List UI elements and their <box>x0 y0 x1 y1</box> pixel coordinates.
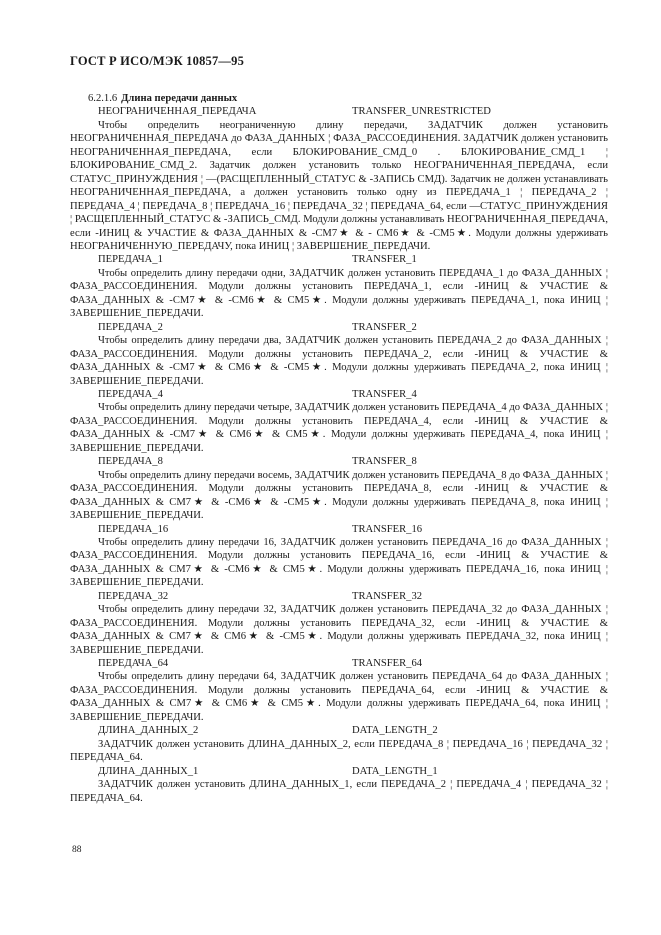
term-description: ЗАДАТЧИК должен установить ДЛИНА_ДАННЫХ_2, если ПЕРЕДАЧА_8 ¦ ПЕРЕДАЧА_16 ¦ ПЕРЕДАЧА_32 ¦ ПЕРЕДАЧА_64. <box>70 738 608 764</box>
term-en: TRANSFER_32 <box>352 590 423 602</box>
term-en: TRANSFER_UNRESTRICTED <box>352 106 491 118</box>
page-number: 88 <box>72 845 82 855</box>
term-ru: ПЕРЕДАЧА_64 <box>98 658 169 670</box>
definition-block <box>70 105 608 253</box>
term-ru: ПЕРЕДАЧА_1 <box>98 254 163 266</box>
term-ru: ДЛИНА_ДАННЫХ_2 <box>98 725 199 737</box>
term-en: TRANSFER_2 <box>352 321 417 333</box>
definition-block <box>70 657 608 724</box>
term-pair <box>70 724 608 737</box>
document-body <box>70 92 608 805</box>
term-description: Чтобы определить длину передачи 32, ЗАДАТЧИК должен установить ПЕРЕДАЧА_32 до ФАЗА_ДАННЫХ ¦ ФАЗА_РАССОЕДИНЕНИЯ. Модули должны установить ПЕРЕДАЧА_32, если -ИНИЦ & УЧАСТИЕ & ФАЗА_ДАННЫХ & СМ7★ & СМ6★ & -СМ5★. Модули должны удерживать ПЕРЕДАЧА_32, пока ИНИЦ ¦ ЗАВЕРШЕНИЕ_ПЕРЕДАЧИ. <box>70 604 608 656</box>
term-description: Чтобы определить длину передачи одни, ЗАДАТЧИК должен установить ПЕРЕДАЧА_1 до ФАЗА_ДАННЫХ ¦ ФАЗА_РАССОЕДИНЕНИЯ. Модули должны установить ПЕРЕДАЧА_1, если -ИНИЦ & УЧАСТИЕ & ФАЗА_ДАННЫХ & -СМ7★ & -СМ6★ & СМ5★. Модули должны удерживать ПЕРЕДАЧА_1, пока ИНИЦ ¦ ЗАВЕРШЕНИЕ_ПЕРЕДАЧИ. <box>70 267 608 320</box>
term-ru: ПЕРЕДАЧА_8 <box>98 456 163 468</box>
term-pair <box>70 590 608 603</box>
definition-block <box>70 765 608 805</box>
term-ru: ПЕРЕДАЧА_16 <box>98 523 169 535</box>
term-pair <box>70 321 608 334</box>
term-ru: ПЕРЕДАЧА_2 <box>98 321 163 333</box>
term-description: Чтобы определить длину передачи два, ЗАДАТЧИК должен установить ПЕРЕДАЧА_2 до ФАЗА_ДАННЫХ ¦ ФАЗА_РАССОЕДИНЕНИЯ. Модули должны установить ПЕРЕДАЧА_2, если -ИНИЦ & УЧАСТИЕ & ФАЗА_ДАННЫХ & -СМ7★ & СМ6★ & -СМ5★. Модули должны удерживать ПЕРЕДАЧА_2, пока ИНИЦ ¦ ЗАВЕРШЕНИЕ_ПЕРЕДАЧИ. <box>70 335 608 387</box>
term-description: Чтобы определить длину передачи 64, ЗАДАТЧИК должен установить ПЕРЕДАЧА_64 до ФАЗА_ДАННЫХ ¦ ФАЗА_РАССОЕДИНЕНИЯ. Модули должны установить ПЕРЕДАЧА_64, если -ИНИЦ & УЧАСТИЕ & ФАЗА_ДАННЫХ & СМ7★ & СМ6★ & СМ5★. Модули должны удерживать ПЕРЕДАЧА_64, пока ИНИЦ ¦ ЗАВЕРШЕНИЕ_ПЕРЕДАЧИ. <box>70 671 608 723</box>
term-en: DATA_LENGTH_2 <box>352 725 438 737</box>
definition-block <box>70 523 608 590</box>
term-pair <box>70 523 608 536</box>
term-pair <box>70 657 608 670</box>
section-title: Длина передачи данных <box>121 93 238 104</box>
term-description: Чтобы определить длину передачи восемь, ЗАДАТЧИК должен установить ПЕРЕДАЧА_8 до ФАЗА_ДАННЫХ ¦ ФАЗА_РАССОЕДИНЕНИЯ. Модули должны установить ПЕРЕДАЧА_8, если -ИНИЦ & УЧАСТИЕ & ФАЗА_ДАННЫХ & СМ7★ & -СМ6★ & -СМ5★. Модули должны удерживать ПЕРЕДАЧА_8, пока ИНИЦ ¦ ЗАВЕРШЕНИЕ_ПЕРЕДАЧИ. <box>70 469 608 522</box>
definition-block <box>70 321 608 388</box>
term-description: Чтобы определить длину передачи 16, ЗАДАТЧИК должен установить ПЕРЕДАЧА_16 до ФАЗА_ДАННЫХ ¦ ФАЗА_РАССОЕДИНЕНИЯ. Модули должны установить ПЕРЕДАЧА_16, если -ИНИЦ & УЧАСТИЕ & ФАЗА_ДАННЫХ & СМ7★ & -СМ6★ & СМ5★. Модули должны удерживать ПЕРЕДАЧА_16, пока ИНИЦ ¦ ЗАВЕРШЕНИЕ_ПЕРЕДАЧИ. <box>70 536 608 589</box>
definition-block <box>70 388 608 455</box>
term-ru: НЕОГРАНИЧЕННАЯ_ПЕРЕДАЧА <box>98 106 257 118</box>
term-en: TRANSFER_16 <box>352 523 423 535</box>
page-header-title: ГОСТ Р ИСО/МЭК 10857—95 <box>70 54 245 68</box>
term-ru: ДЛИНА_ДАННЫХ_1 <box>98 765 199 777</box>
definition-block <box>70 455 608 522</box>
term-description: Чтобы определить неограниченную длину передачи, ЗАДАТЧИК должен установить НЕОГРАНИЧЕННАЯ_ПЕРЕДАЧА до ФАЗА_ДАННЫХ ¦ ФАЗА_РАССОЕДИНЕНИЯ. ЗАДАТЧИК должен установить НЕОГРАНИЧЕННАЯ_ПЕРЕДАЧА, если БЛОКИРОВАНИЕ_СМД_0 . БЛОКИРОВАНИЕ_СМД_1 ¦ БЛОКИРОВАНИЕ_СМД_2. Задатчик должен установить только НЕОГРАНИЧЕННАЯ_ПЕРЕДАЧА, если СТАТУС_ПРИНУЖДЕНИЯ ¦ —(РАСЩЕПЛЕННЫЙ_СТАТУС & -ЗАПИСЬ СМД). Задатчик не должен устанавливать НЕОГРАНИЧЕННАЯ_ПЕРЕДАЧА, а должен установить только одну из ПЕРЕДАЧА_1 ¦ ПЕРЕДАЧА_2 ¦ ПЕРЕДАЧА_4 ¦ ПЕРЕДАЧА_8 ¦ ПЕРЕДАЧА_16 ¦ ПЕРЕДАЧА_32 ¦ ПЕРЕДАЧА_64, если —СТАТУС_ПРИНУЖДЕНИЯ ¦ РАСЩЕПЛЕННЫЙ_СТАТУС & -ЗАПИСЬ_СМД. Модули должны устанавливать НЕОГРАНИЧЕННАЯ_ПЕРЕДАЧА, если -ИНИЦ & УЧАСТИЕ & ФАЗА_ДАННЫХ & -СМ7★ & - СМ6★ & -СМ5★. Модули должны удерживать НЕОГРАНИЧЕННУЮ_ПЕРЕДАЧУ, пока ИНИЦ ¦ ЗАВЕРШЕНИЕ_ПЕРЕДАЧИ. <box>70 119 608 252</box>
term-en: TRANSFER_4 <box>352 388 417 400</box>
definition-block <box>70 253 608 320</box>
definition-block <box>70 590 608 657</box>
term-en: TRANSFER_64 <box>352 658 423 670</box>
term-pair <box>70 388 608 401</box>
term-description: ЗАДАТЧИК должен установить ДЛИНА_ДАННЫХ_1, если ПЕРЕДАЧА_2 ¦ ПЕРЕДАЧА_4 ¦ ПЕРЕДАЧА_32 ¦ ПЕРЕДАЧА_64. <box>70 779 608 804</box>
term-en: TRANSFER_8 <box>352 456 417 468</box>
section-number: 6.2.1.6 <box>88 93 118 104</box>
term-pair <box>70 765 608 778</box>
definition-block <box>70 724 608 764</box>
term-pair <box>70 105 608 118</box>
term-ru: ПЕРЕДАЧА_4 <box>98 388 163 400</box>
term-en: DATA_LENGTH_1 <box>352 765 438 777</box>
term-en: TRANSFER_1 <box>352 254 417 266</box>
term-pair <box>70 253 608 266</box>
section-heading <box>70 92 608 105</box>
term-pair <box>70 455 608 468</box>
term-description: Чтобы определить длину передачи четыре, ЗАДАТЧИК должен установить ПЕРЕДАЧА_4 до ФАЗА_ДАННЫХ ¦ ФАЗА_РАССОЕДИНЕНИЯ. Модули должны установить ПЕРЕДАЧА_4, если -ИНИЦ & УЧАСТИЕ & ФАЗА_ДАННЫХ & -СМ7★ & СМ6★ & СМ5★. Модули должны удерживать ПЕРЕДАЧА_4, пока ИНИЦ ¦ ЗАВЕРШЕНИЕ_ПЕРЕДАЧИ. <box>70 402 608 454</box>
term-ru: ПЕРЕДАЧА_32 <box>98 590 169 602</box>
